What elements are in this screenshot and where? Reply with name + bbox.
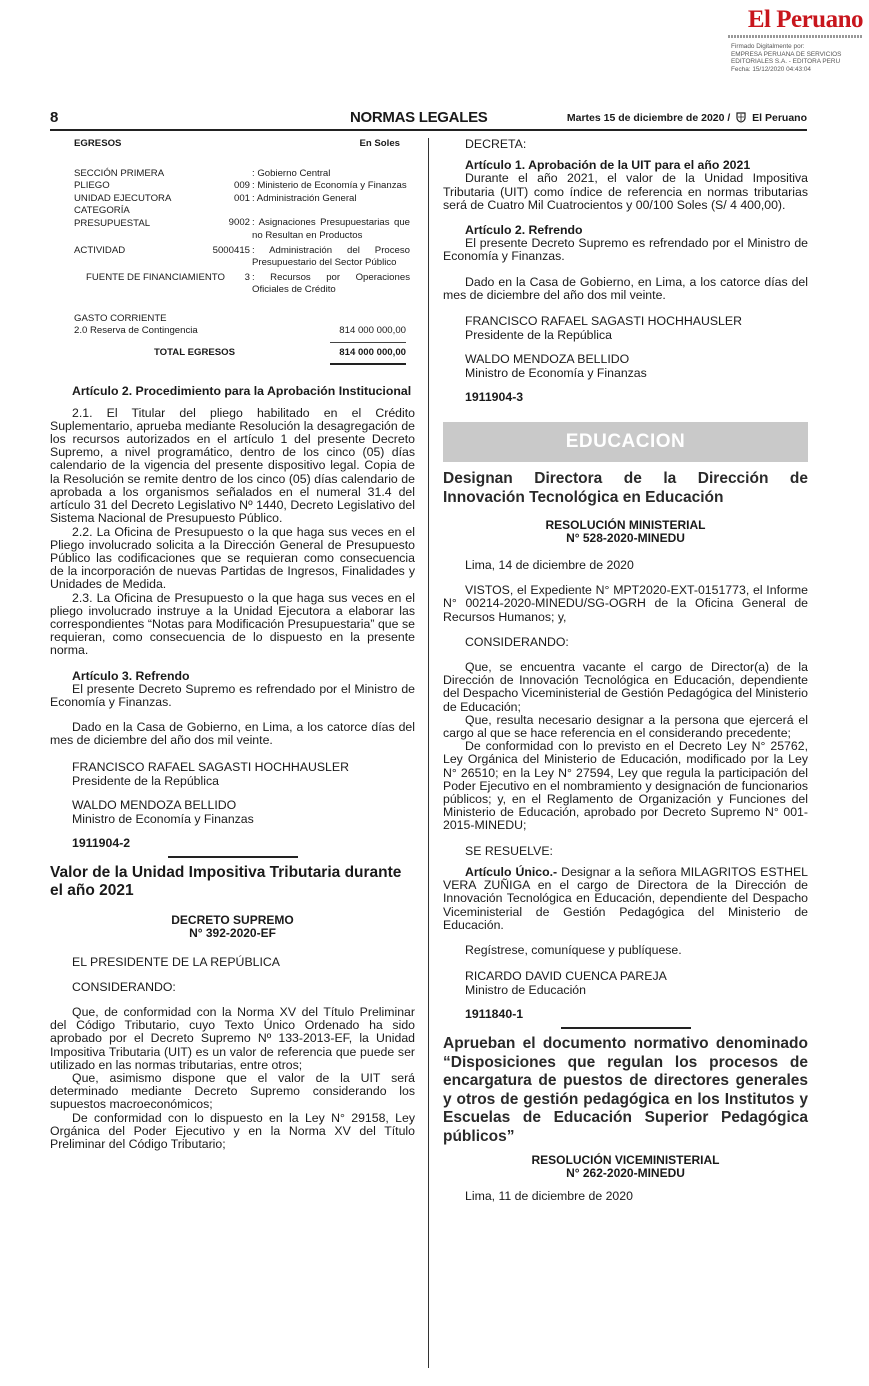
resolucion-number: N° 262-2020-MINEDU: [566, 1166, 685, 1181]
header-brand: El Peruano: [752, 112, 807, 124]
decreta-heading: DECRETA:: [465, 137, 527, 151]
row-desc: : Administración del Proceso Presupuestario del Sector Público: [252, 245, 410, 269]
resolution-title: Designan Directora de la Dirección de Innovación Tecnológica en Educación: [443, 470, 808, 506]
row-code: 9002: [228, 217, 250, 229]
norm-code: 1911904-3: [465, 390, 524, 405]
signature-block: [443, 314, 808, 404]
signature-line: Firmado Digitalmente por:: [731, 43, 805, 50]
considerando-2: Que, asimismo dispone que el valor de la UIT será determinado mediante Decreto Supremo considerando los supuestos macroeconómicos;: [50, 1070, 415, 1112]
lima-date: Lima, 11 de diciembre de 2020: [465, 1189, 633, 1204]
budget-row: [50, 272, 410, 297]
articulo-unico-text: Designar a la señora MILAGRITOS ESTHEL VERA ZUÑIGA en el cargo de Directora de la Dirección de Innovación Tecnológica en Educación, dependiente del Despacho Viceministerial de Gestión Pedagógica del Ministerio de Educación.: [443, 864, 808, 932]
total-row: [50, 343, 410, 363]
considerando-1: Que, se encuentra vacante el cargo de Director(a) de la Dirección de Innovación Tecnológica en Educación, dependiente del Despacho Viceministerial de Gestión Pedagógica del Ministerio de Educación;: [443, 660, 808, 714]
decreto-number: N° 392-2020-EF: [189, 925, 276, 940]
decreto-heading: [50, 914, 415, 940]
resolucion-line: RESOLUCIÓN VICEMINISTERIAL: [531, 1153, 720, 1168]
article-2-title: Artículo 2. Refrendo: [465, 223, 583, 238]
norm-code: 1911840-1: [465, 1007, 524, 1022]
section-title: NORMAS LEGALES: [350, 109, 488, 126]
reserva-value: 814 000 000,00: [339, 325, 406, 337]
budget-header: [50, 138, 410, 168]
norm-code: 1911904-2: [72, 835, 131, 850]
signer-role: Ministro de Economía y Finanzas: [465, 366, 647, 381]
resolucion-heading: [443, 519, 808, 545]
row-desc: : Ministerio de Economía y Finanzas: [252, 180, 407, 192]
dado-text: Dado en la Casa de Gobierno, en Lima, a los catorce días del mes de diciembre del año dos mil veinte.: [50, 720, 415, 748]
row-desc: : Asignaciones Presupuestarias que no Resultan en Productos: [252, 217, 410, 241]
article-3-title: Artículo 3. Refrendo: [72, 668, 190, 683]
dado-text: Dado en la Casa de Gobierno, en Lima, a los catorce días del mes de diciembre del año dos mil veinte.: [443, 274, 808, 302]
total-value: 814 000 000,00: [339, 347, 406, 359]
articulo-unico-lead: Artículo Único.-: [465, 864, 558, 879]
articulo-unico: [443, 866, 808, 932]
separator-rule: [561, 1027, 691, 1029]
reserva-label: 2.0 Reserva de Contingencia: [74, 325, 198, 337]
signer-name: FRANCISCO RAFAEL SAGASTI HOCHHAUSLER: [72, 759, 349, 774]
signer-role: Presidente de la República: [465, 328, 612, 343]
row-desc: : Recursos por Operaciones Oficiales de Crédito: [252, 271, 410, 296]
considerando-2: Que, resulta necesario designar a la persona que ejercerá el cargo al que se hace referencia en el considerando precedente;: [443, 712, 808, 741]
row-code: 009: [233, 180, 250, 192]
considerando-3: De conformidad con lo dispuesto en la Ley N° 29158, Ley Orgánica del Poder Ejecutivo y en la Norma XV del Título Preliminar del Código Tributario;: [50, 1110, 415, 1151]
budget-row: [50, 245, 410, 270]
row-label: SECCIÓN PRIMERA: [74, 168, 165, 179]
resolucion-line: RESOLUCIÓN MINISTERIAL: [545, 518, 706, 533]
resuelve-heading: SE RESUELVE:: [465, 843, 553, 858]
left-column: [50, 138, 415, 1151]
budget-row: [50, 193, 410, 205]
article-3-text: El presente Decreto Supremo es refrendado por el Ministro de Economía y Finanzas.: [50, 681, 415, 709]
paragraph-2-2: 2.2. La Oficina de Presupuesto o la que haga sus veces en el Pliego involucrado solicita a la Dirección General de Presupuesto Público las codificaciones que se requieran como consecuencia de la incorporación de nuevas Partidas de Ingresos, Finalidades y Unidades de Medida.: [50, 524, 415, 592]
resolucion-number: N° 528-2020-MINEDU: [566, 531, 685, 546]
decreto-line: DECRETO SUPREMO: [171, 912, 294, 927]
currency-label: En Soles: [359, 138, 400, 149]
row-desc: : Administración General: [252, 192, 357, 204]
resolucion-heading: [443, 1154, 808, 1180]
budget-row: [50, 168, 410, 180]
signer-role: Ministro de Economía y Finanzas: [72, 811, 254, 826]
coat-of-arms-icon: [735, 111, 747, 123]
row-code: [205, 168, 252, 180]
row-code: 3: [244, 271, 250, 283]
signer-name: RICARDO DAVID CUENCA PAREJA: [465, 969, 667, 984]
considerando-heading: CONSIDERANDO:: [72, 979, 176, 994]
budget-row: [50, 180, 410, 192]
row-code: 001: [233, 192, 250, 204]
considerando-heading: CONSIDERANDO:: [465, 634, 569, 649]
gasto-label: GASTO CORRIENTE: [74, 312, 167, 324]
presidente-heading: EL PRESIDENTE DE LA REPÚBLICA: [72, 954, 280, 969]
section-banner-educacion: EDUCACION: [443, 422, 808, 462]
row-code: 5000415: [212, 245, 250, 257]
digital-signature-note: [731, 43, 865, 73]
row-label: UNIDAD EJECUTORA: [74, 192, 172, 204]
signer-name: WALDO MENDOZA BELLIDO: [465, 352, 630, 367]
considerando-3: De conformidad con lo previsto en el Decreto Ley N° 25762, Ley Orgánica del Ministerio de Educación, modificado por la Ley N° 26510; en la Ley N° 27594, Ley que regula la participación del Poder Ejecutivo en el nombramiento y designación de funcionarios públicos; y, en el Reglamento de Organización y Funciones del Ministerio de Educación, aprobado por Decreto Supremo N° 001-2015-MINEDU;: [443, 739, 808, 833]
signature-line: EDITORIALES S.A. - EDITORA PERU: [731, 58, 841, 66]
page-number: 8: [50, 109, 59, 126]
signer-name: FRANCISCO RAFAEL SAGASTI HOCHHAUSLER: [465, 314, 742, 329]
budget-row: [50, 205, 410, 242]
egresos-label: EGRESOS: [74, 138, 122, 149]
signature-line: Fecha: 15/12/2020 04:43:04: [731, 65, 811, 73]
right-column: [443, 138, 808, 1203]
page-header: [50, 109, 807, 131]
date-text: Martes 15 de diciembre de 2020 /: [566, 112, 731, 124]
row-desc: : Gobierno Central: [252, 168, 331, 179]
signer-role: Presidente de la República: [72, 773, 219, 788]
reserva-row: [50, 325, 410, 337]
row-label: CATEGORÍA PRESUPUESTAL: [74, 205, 151, 229]
logo-text: El Peruano: [747, 6, 863, 33]
signature-block: [50, 760, 415, 850]
total-label: TOTAL EGRESOS: [154, 347, 236, 359]
signature-line: EMPRESA PERUANA DE SERVICIOS: [731, 50, 842, 58]
article-2-title: Artículo 2. Procedimiento para la Aprobación Institucional: [72, 384, 412, 399]
signer-name: WALDO MENDOZA BELLIDO: [72, 797, 237, 812]
logo-tagline-strip: [728, 35, 863, 38]
budget-table: [50, 138, 410, 365]
paragraph-2-3: 2.3. La Oficina de Presupuesto o la que haga sus veces en el pliego involucrado instruye a la Unidad Ejecutora a elaborar las correspondientes “Notas para Modificación Presupuestaria” que se requieran, como consecuencia de lo dispuesto en la presente norma.: [50, 590, 415, 658]
registrese-text: Regístrese, comuníquese y publíquese.: [465, 942, 682, 957]
uit-title: Valor de la Unidad Impositiva Tributaria durante el año 2021: [50, 863, 402, 899]
considerando-1: Que, de conformidad con la Norma XV del Título Preliminar del Código Tributario, cuyo Texto Único Ordenado ha sido aprobado por el Decreto Supremo Nº 133-2013-EF, la Unidad Impositiva Tributaria (UIT) es un valor de referencia que puede ser utilizado en las normas tributarias, entre otros;: [50, 1004, 415, 1072]
article-2-text: El presente Decreto Supremo es refrendado por el Ministro de Economía y Finanzas.: [443, 236, 808, 264]
column-divider: [428, 138, 429, 1368]
row-label: PLIEGO: [74, 180, 110, 192]
signer-role: Ministro de Educación: [465, 983, 586, 998]
lima-date: Lima, 14 de diciembre de 2020: [465, 558, 634, 573]
row-label: FUENTE DE FINANCIAMIENTO: [86, 271, 225, 283]
article-1-title: Artículo 1. Aprobación de la UIT para el año 2021: [465, 158, 751, 173]
header-date: [567, 111, 807, 124]
row-label: ACTIVIDAD: [74, 245, 126, 257]
vistos-text: VISTOS, el Expediente N° MPT2020-EXT-0151773, el Informe N° 00214-2020-MINEDU/SG-OGRH de la Oficina General de Recursos Humanos; y,: [443, 583, 808, 624]
el-peruano-logo: [728, 6, 863, 38]
signature-block: [443, 969, 808, 1021]
paragraph-2-1: 2.1. El Titular del pliego habilitado en el Crédito Suplementario, aprueba mediante Resolución la desagregación de los recursos autorizados en el artículo 1 del presente Decreto Supremo, a nivel programático, dentro de los cinco (05) días calendario de la vigencia del presente dispositivo legal. Copia de la Resolución se remite dentro de los cinco (05) días calendario de aprobada a los organismos señalados en el numeral 31.4 del artículo 31 del Decreto Legislativo Nº 1440, Decreto Legislativo del Sistema Nacional de Presupuesto Público.: [50, 405, 415, 526]
resolution-title: Aprueban el documento normativo denominado “Disposiciones que regulan los procesos de encargatura de puestos de directores generales y otros de gestión pedagógica en los Institutos y Escuelas de Educación Superior Pedagógica públicos”: [443, 1035, 808, 1145]
article-1-text: Durante el año 2021, el valor de la Unidad Impositiva Tributaria (UIT) como índice de referencia en normas tributarias será de Cuatro Mil Cuatrocientos y 00/100 Soles (S/ 4 400,00).: [443, 171, 808, 212]
separator-rule: [168, 856, 298, 858]
